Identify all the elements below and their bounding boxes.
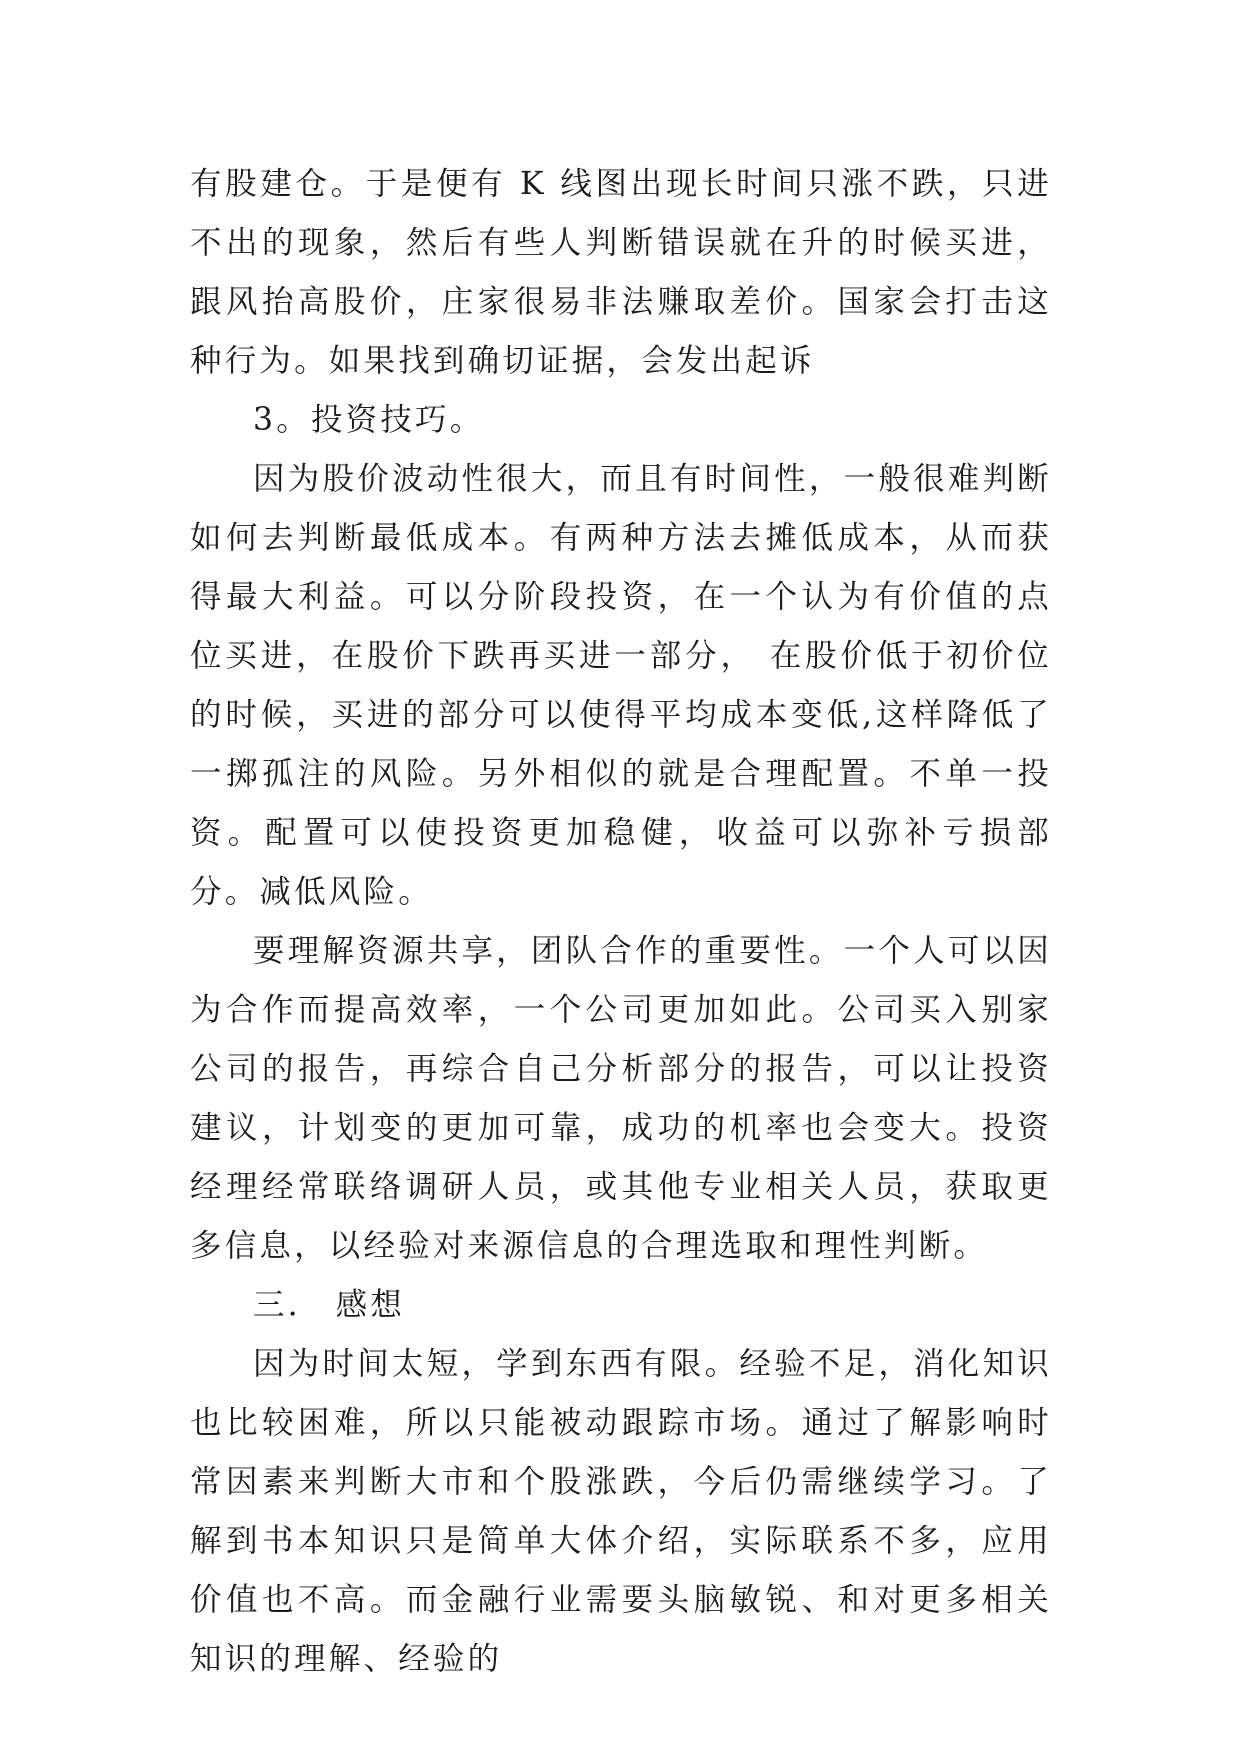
- paragraph-continuation: 有股建仓。于是便有 K 线图出现长时间只涨不跌，只进不出的现象，然后有些人判断错误就在升的时候买进，跟风抬高股价，庄家很易非法赚取差价。国家会打击这种行为。如果找到确切证据，会发出起诉: [190, 166, 1052, 379]
- paragraph-reflections: 因为时间太短，学到东西有限。经验不足，消化知识也比较困难，所以只能被动跟踪市场。通过了解影响时常因素来判断大市和个股涨跌，今后仍需继续学习。了解到书本知识只是简单大体介绍，实际联系不多，应用价值也不高。而金融行业需要头脑敏锐、和对更多相关知识的理解、经验的: [190, 1346, 1052, 1677]
- document-body: [190, 155, 1052, 1689]
- paragraph-teamwork: 要理解资源共享，团队合作的重要性。一个人可以因为合作而提高效率，一个公司更加如此。公司买入别家公司的报告，再综合自己分析部分的报告，可以让投资建议，计划变的更加可靠，成功的机率也会变大。投资经理经常联络调研人员，或其他专业相关人员，获取更多信息，以经验对来源信息的合理选取和理性判断。: [190, 933, 1052, 1264]
- section-heading-investment-skills: 3。投资技巧。: [253, 402, 485, 438]
- section-heading-reflections: 三． 感想: [253, 1287, 406, 1323]
- paragraph-cost-averaging: 因为股价波动性很大，而且有时间性，一般很难判断如何去判断最低成本。有两种方法去摊低成本，从而获得最大利益。可以分阶段投资，在一个认为有价值的点位买进，在股价下跌再买进一部分， 在股价低于初价位的时候，买进的部分可以使得平均成本变低,这样降低了一掷孤注的风险。另外相似的就是合理配置。不单一投资。配置可以使投资更加稳健，收益可以弥补亏损部分。减低风险。: [190, 461, 1052, 910]
